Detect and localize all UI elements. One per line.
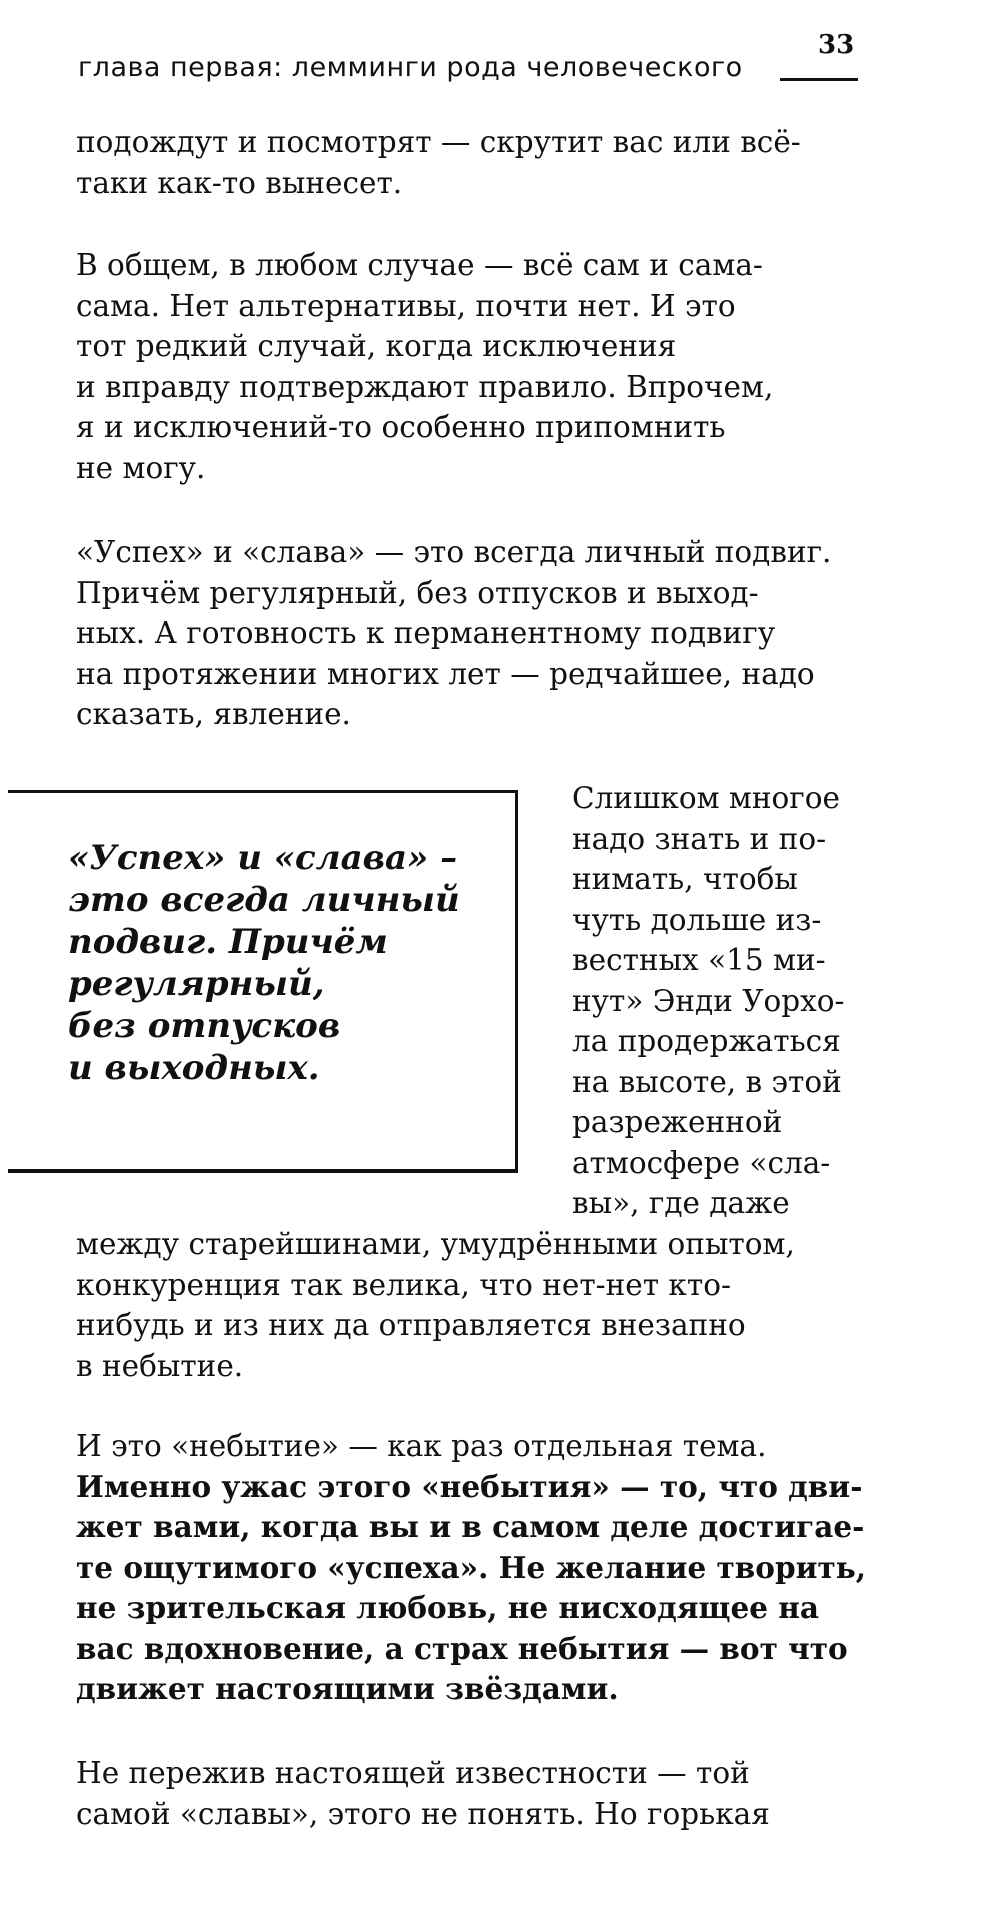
text-line: я и исключений-то особенно припомнить bbox=[76, 410, 726, 444]
text-line: нут» Энди Уорхо- bbox=[572, 983, 845, 1018]
text-line: вы», где даже bbox=[572, 1186, 790, 1220]
bold-text-line: те ощутимого «успеха». Не желание творить, bbox=[76, 1549, 867, 1585]
text-line: надо знать и по- bbox=[572, 821, 827, 856]
text-line: на протяжении многих лет — редчайшее, надо bbox=[76, 656, 815, 691]
text-line: нимать, чтобы bbox=[572, 862, 798, 896]
text-line: ла продержаться bbox=[572, 1024, 841, 1058]
paragraph-5 bbox=[76, 1426, 866, 1710]
text-line: на высоте, в этой bbox=[572, 1064, 842, 1099]
paragraph-1 bbox=[76, 122, 801, 203]
paragraph-4-side-column bbox=[572, 778, 845, 1224]
pull-quote-line: регулярный, bbox=[68, 964, 325, 1004]
text-line: сама. Нет альтернативы, почти нет. И это bbox=[76, 288, 736, 323]
text-line: сказать, явление. bbox=[76, 697, 351, 731]
paragraph-6 bbox=[76, 1753, 770, 1834]
page-number-rule bbox=[780, 78, 858, 81]
text-line: чуть дольше из- bbox=[572, 902, 822, 937]
pull-quote-line: «Успех» и «слава» – bbox=[68, 838, 458, 878]
text-line: Не пережив настоящей известности — той bbox=[76, 1756, 750, 1790]
chapter-title: глава первая: лемминги рода человеческого bbox=[78, 52, 743, 83]
text-line: атмосфере «сла- bbox=[572, 1145, 831, 1180]
pull-quote-text bbox=[68, 837, 460, 1089]
text-line: И это «небытие» — как раз отдельная тема. bbox=[76, 1429, 767, 1463]
bold-text-line: вас вдохновение, а страх небытия — вот что bbox=[76, 1630, 848, 1666]
paragraph-2 bbox=[76, 245, 773, 488]
page-number: 33 bbox=[818, 30, 855, 60]
pull-quote-line: и выходных. bbox=[68, 1048, 320, 1088]
bold-text-line: жет вами, когда вы и в самом деле достигае- bbox=[76, 1509, 865, 1544]
text-line: ных. А готовность к перманентному подвигу bbox=[76, 616, 776, 650]
text-line: не могу. bbox=[76, 450, 206, 485]
text-line: Слишком многое bbox=[572, 781, 840, 815]
text-line: В общем, в любом случае — всё сам и сама- bbox=[76, 248, 763, 282]
text-line: между старейшинами, умудрёнными опытом, bbox=[76, 1227, 795, 1261]
pull-quote-line: это всегда личный bbox=[68, 880, 460, 920]
text-line: вестных «15 ми- bbox=[572, 943, 826, 977]
text-line: нибудь и из них да отправляется внезапно bbox=[76, 1308, 746, 1342]
text-line: и вправду подтверждают правило. Впрочем, bbox=[76, 369, 774, 404]
bold-text-line: Именно ужас этого «небытия» — то, что дви- bbox=[76, 1468, 863, 1504]
text-line: подождут и посмотрят — скрутит вас или всё- bbox=[76, 125, 801, 159]
bold-text-line: не зрительская любовь, не нисходящее на bbox=[76, 1590, 819, 1625]
text-line: разреженной bbox=[572, 1105, 783, 1139]
text-line: конкуренция так велика, что нет-нет кто- bbox=[76, 1267, 731, 1302]
text-line: таки как-то вынесет. bbox=[76, 165, 403, 200]
bold-text-line: движет настоящими звёздами. bbox=[76, 1671, 619, 1706]
paragraph-4-continuation bbox=[76, 1224, 795, 1386]
text-line: «Успех» и «слава» — это всегда личный подвиг. bbox=[76, 535, 832, 569]
paragraph-3 bbox=[76, 532, 831, 735]
pull-quote-line: подвиг. Причём bbox=[68, 922, 388, 962]
pull-quote-line: без отпусков bbox=[68, 1006, 341, 1046]
text-line: самой «славы», этого не понять. Но горькая bbox=[76, 1796, 770, 1831]
text-line: тот редкий случай, когда исключения bbox=[76, 329, 677, 363]
pull-quote-box bbox=[8, 790, 518, 1173]
text-line: Причём регулярный, без отпусков и выход- bbox=[76, 575, 759, 610]
text-line: в небытие. bbox=[76, 1348, 244, 1383]
